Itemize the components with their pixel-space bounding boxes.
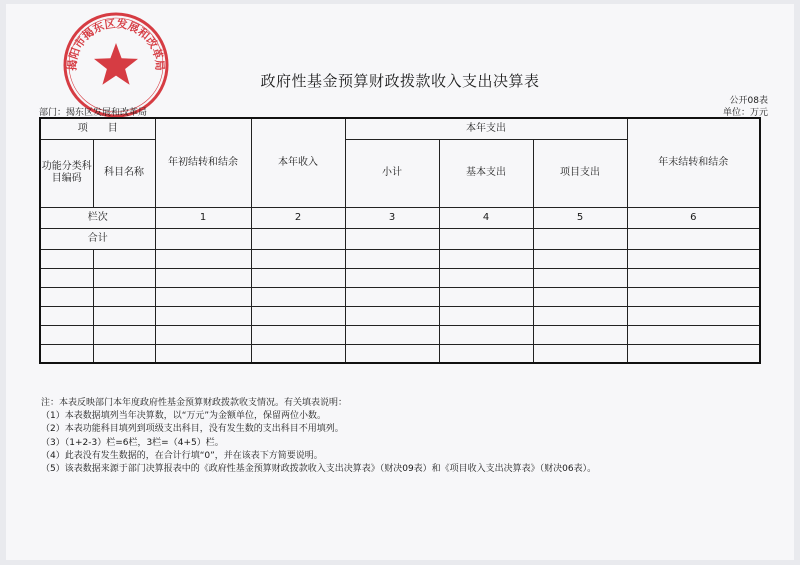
total-row <box>40 228 760 249</box>
begin-balance-header: 年初结转和结余 <box>155 118 251 207</box>
col-number: 1 <box>155 207 251 228</box>
budget-table <box>39 117 761 364</box>
table-cell <box>533 228 627 249</box>
basic-expense-header: 基本支出 <box>439 139 533 207</box>
table-row <box>40 344 760 363</box>
col-number: 3 <box>345 207 439 228</box>
table-cell <box>439 228 533 249</box>
note-line: （3）（1+2-3）栏=6栏，3栏=（4+5）栏。 <box>41 437 224 448</box>
note-line: （1）本表数据填列当年决算数，以“万元”为金额单位，保留两位小数。 <box>41 411 327 422</box>
official-seal <box>61 10 171 120</box>
table-row <box>40 287 760 306</box>
col-number: 6 <box>627 207 760 228</box>
row-col-label: 栏次 <box>40 207 155 228</box>
table-row <box>40 325 760 344</box>
col-number: 4 <box>439 207 533 228</box>
note-line: （4）此表没有发生数据的，在合计行填“0”，并在该表下方简要说明。 <box>41 450 323 461</box>
department-label: 部门：揭东区发展和改革局 <box>39 108 148 118</box>
table-cell <box>627 228 760 249</box>
table-row <box>40 249 760 268</box>
subject-name-header: 科目名称 <box>93 139 155 207</box>
unit-label: 单位：万元 <box>722 108 768 118</box>
document-page <box>6 4 794 560</box>
table-row <box>40 268 760 287</box>
svg-text:揭阳市揭东区发展和改革局: 揭阳市揭东区发展和改革局 <box>65 17 167 72</box>
note-line: （2）本表功能科目填列到项级支出科目，没有发生数的支出科目不用填列。 <box>41 424 344 435</box>
total-label: 合计 <box>40 228 155 249</box>
project-expense-header: 项目支出 <box>533 139 627 207</box>
table-cell <box>155 228 251 249</box>
end-balance-header: 年末结转和结余 <box>627 118 760 207</box>
subtotal-header: 小计 <box>345 139 439 207</box>
func-code-header: 功能分类科目编码 <box>40 139 93 207</box>
form-code: 公开08表 <box>729 96 768 106</box>
header-row-1 <box>40 118 760 139</box>
expense-header: 本年支出 <box>345 118 627 139</box>
document-title: 政府性基金预算财政拨款收入支出决算表 <box>260 72 540 90</box>
income-header: 本年收入 <box>251 118 345 207</box>
table-row <box>40 306 760 325</box>
table-cell <box>345 228 439 249</box>
col-number: 2 <box>251 207 345 228</box>
table-cell <box>251 228 345 249</box>
column-number-row <box>40 207 760 228</box>
note-line: （5）该表数据来源于部门决算报表中的《政府性基金预算财政拨款收入支出决算表》（财决09表）和《项目收入支出决算表》（财决06表）。 <box>41 464 597 475</box>
col-number: 5 <box>533 207 627 228</box>
notes-section <box>41 397 596 476</box>
item-header: 项 目 <box>40 118 155 139</box>
note-line: 注：本表反映部门本年度政府性基金预算财政拨款收支情况。有关填表说明： <box>41 398 348 408</box>
